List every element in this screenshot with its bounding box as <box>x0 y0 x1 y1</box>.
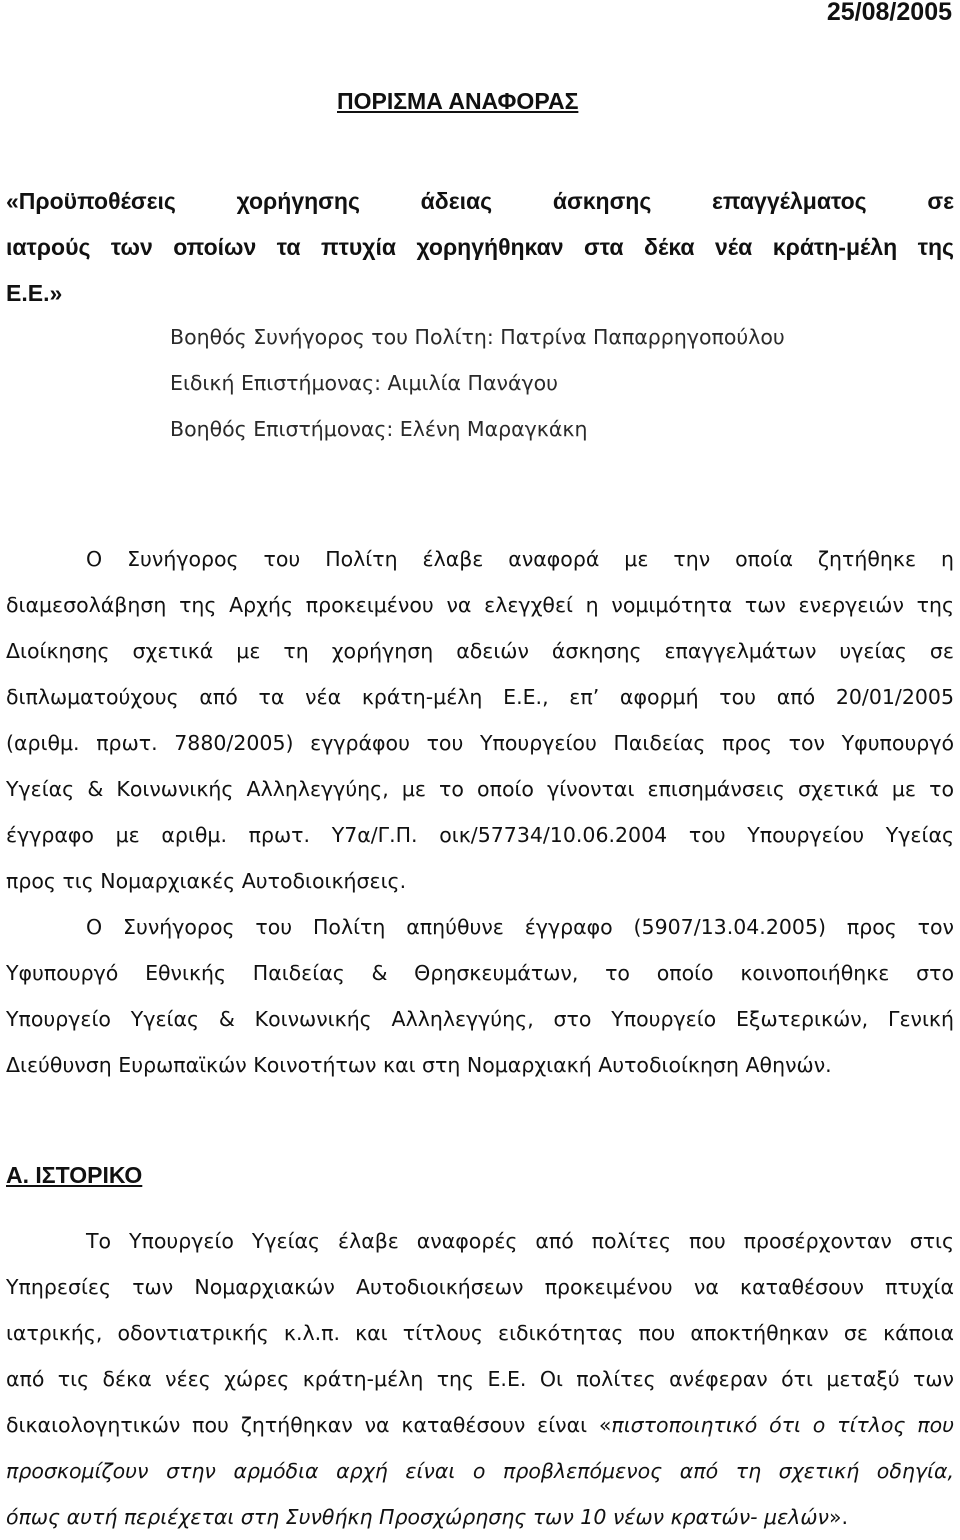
credit-special-scientist: Ειδική Επιστήμονας: Αιμιλία Πανάγου <box>170 371 558 395</box>
paragraph-line: διαμεσολάβηση της Αρχής προκειμένου να ελεγχθεί η νομιμότητα των ενεργειών της <box>6 593 954 617</box>
paragraph-line: προς τις Νομαρχιακές Αυτοδιοικήσεις. <box>6 869 407 893</box>
paragraph-line: Ο Συνήγορος του Πολίτη έλαβε αναφορά με την οποία ζητήθηκε η <box>86 547 954 571</box>
paragraph-line <box>6 1402 954 1448</box>
author-credits <box>170 314 785 452</box>
paragraph-line: διπλωματούχους από τα νέα κράτη-μέλη Ε.Ε., επ’ αφορμή του από 20/01/2005 <box>6 685 954 709</box>
section-heading-history: Α. ΙΣΤΟΡΙΚΟ <box>6 1162 143 1188</box>
subject-line-2: ιατρούς των οποίων τα πτυχία χορηγήθηκαν στα δέκα νέα κράτη-μέλη της <box>6 234 954 260</box>
quoted-requirement: όπως αυτή περιέχεται στη Συνθήκη Προσχώρησης των 10 νέων κρατών- μελών <box>6 1505 829 1529</box>
paragraph-line: έγγραφο με αριθμ. πρωτ. Υ7α/Γ.Π. οικ/57734/10.06.2004 του Υπουργείου Υγείας <box>6 823 954 847</box>
paragraph-line: Υπουργείο Υγείας & Κοινωνικής Αλληλεγγύης, στο Υπουργείο Εξωτερικών, Γενική <box>6 1007 954 1031</box>
paragraph-line: ιατρικής, οδοντιατρικής κ.λ.π. και τίτλους ειδικότητας που αποκτήθηκαν σε κάποια <box>6 1321 954 1345</box>
paragraph-line: Διοίκησης σχετικά με τη χορήγηση αδειών άσκησης επαγγελμάτων υγείας σε <box>6 639 954 663</box>
paragraph-line <box>6 1448 954 1494</box>
document-subject <box>6 178 954 316</box>
paragraph-line: από τις δέκα νέες χώρες κράτη-μέλη της Ε.Ε. Οι πολίτες ανέφεραν ότι μεταξύ των <box>6 1367 954 1391</box>
paragraph-line: (αριθμ. πρωτ. 7880/2005) εγγράφου του Υπουργείου Παιδείας προς τον Υφυπουργό <box>6 731 954 755</box>
line-text: ». <box>828 1505 848 1529</box>
paragraph-line: Υγείας & Κοινωνικής Αλληλεγγύης, με το οποίο γίνονται επισημάνσεις σχετικά με το <box>6 777 954 801</box>
paragraph-line: Υφυπουργό Εθνικής Παιδείας & Θρησκευμάτων, το οποίο κοινοποιήθηκε στο <box>6 961 954 985</box>
document-title: ΠΟΡΙΣΜΑ ΑΝΑΦΟΡΑΣ <box>337 88 579 114</box>
quoted-requirement: προσκομίζουν στην αρμόδια αρχή είναι ο προβλεπόμενος από τη σχετική οδηγία, <box>6 1459 954 1483</box>
document-date: 25/08/2005 <box>826 0 952 26</box>
paragraph-line: Υπηρεσίες των Νομαρχιακών Αυτοδιοικήσεων προκειμένου να καταθέσουν πτυχία <box>6 1275 954 1299</box>
paragraph-line: Διεύθυνση Ευρωπαϊκών Κοινοτήτων και στη Νομαρχιακή Αυτοδιοίκηση Αθηνών. <box>6 1053 832 1077</box>
subject-line-3: Ε.Ε.» <box>6 280 63 306</box>
credit-assistant-scientist: Βοηθός Επιστήμονας: Ελένη Μαραγκάκη <box>170 417 588 441</box>
credit-assistant-ombudsman: Βοηθός Συνήγορος του Πολίτη: Πατρίνα Παπαρρηγοπούλου <box>170 325 785 349</box>
intro-paragraph-2 <box>6 904 954 1088</box>
subject-line-1: «Προϋποθέσεις χορήγησης άδειας άσκησης επαγγέλματος σε <box>6 188 954 214</box>
line-text: δικαιολογητικών που ζητήθηκαν να καταθέσουν είναι « <box>6 1413 612 1437</box>
history-paragraph <box>6 1218 954 1540</box>
intro-paragraph-1 <box>6 536 954 904</box>
paragraph-line <box>6 1494 954 1540</box>
paragraph-line: Ο Συνήγορος του Πολίτη απηύθυνε έγγραφο (5907/13.04.2005) προς τον <box>86 915 954 939</box>
quoted-requirement: πιστοποιητικό ότι ο τίτλος που <box>611 1413 954 1437</box>
paragraph-line: Το Υπουργείο Υγείας έλαβε αναφορές από πολίτες που προσέρχονταν στις <box>86 1229 954 1253</box>
